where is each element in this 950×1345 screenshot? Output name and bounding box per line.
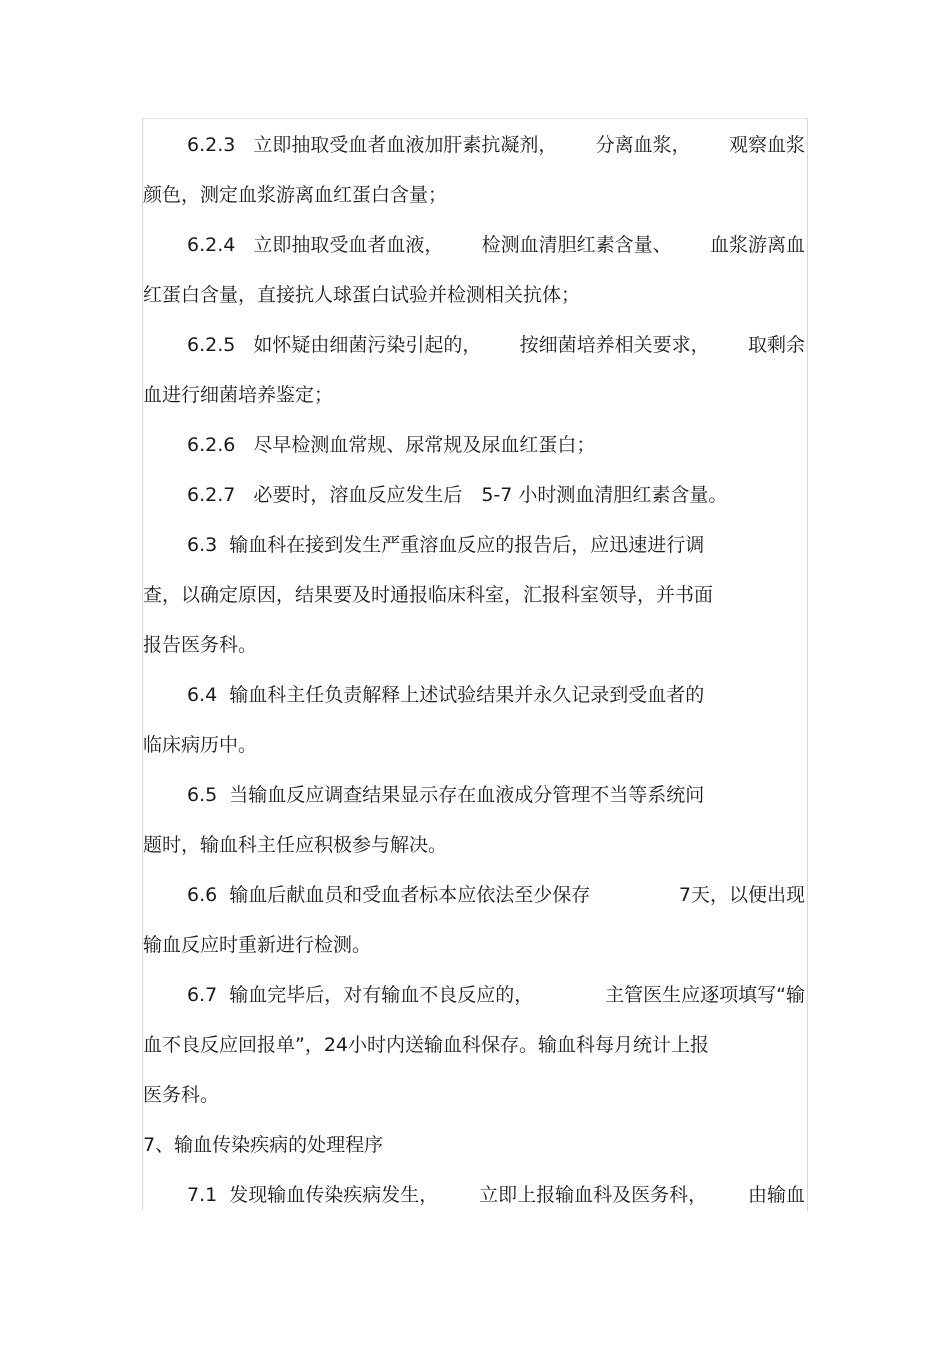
section-heading [143,1120,805,1170]
line-text: 当输血反应调查结果显示存在血液成分管理不当等系统问 [229,784,705,806]
line-text: 必要时，溶血反应发生后 5-7 小时测血清胆红素含量。 [253,484,728,506]
section-number: 6.2.4 [187,234,236,256]
line-text: 血不良反应回报单”，24小时内送输血科保存。输血科每月统计上报 [143,1034,710,1056]
paragraph-line [143,670,805,720]
section-number: 6.2.7 [187,484,236,506]
line-text: 取剩余 [747,334,805,356]
line-text: 输血反应时重新进行检测。 [143,934,372,956]
line-text: 如怀疑由细菌污染引起的， [253,334,482,356]
line-text: 报告医务科。 [143,634,258,656]
line-text: 主管医生应逐项填写“输 [605,984,805,1006]
line-text: 颜色，测定血浆游离血红蛋白含量； [143,184,448,206]
line-text: 医务科。 [143,1084,220,1106]
paragraph-line [143,220,805,270]
section-number: 7.1 [187,1184,218,1206]
line-text: 临床病历中。 [143,734,258,756]
line-text: 按细菌培养相关要求， [519,334,710,356]
line-text: 观察血浆 [728,134,805,156]
line-text: 发现输血传染疾病发生， [229,1184,439,1206]
paragraph-line [143,370,805,420]
heading-text: 7、输血传染疾病的处理程序 [143,1134,384,1156]
paragraph-line [143,570,805,620]
line-text: 输血后献血员和受血者标本应依法至少保存 [229,884,591,906]
line-text: 由输血 [747,1184,805,1206]
line-text: 题时，输血科主任应积极参与解决。 [143,834,448,856]
paragraph-line [143,1070,805,1120]
paragraph-line [143,120,805,170]
line-text: 尽早检测血常规、尿常规及尿血红蛋白； [253,434,596,456]
line-text: 输血科主任负责解释上述试验结果并永久记录到受血者的 [229,684,705,706]
section-number: 6.2.3 [187,134,236,156]
line-text: 血进行细菌培养鉴定； [143,384,334,406]
paragraph-line [143,920,805,970]
section-number: 6.7 [187,984,218,1006]
paragraph-line [143,320,805,370]
line-text: 检测血清胆红素含量、 [481,234,672,256]
paragraph-line [143,170,805,220]
line-text: 血浆游离血 [709,234,805,256]
line-text: 立即抽取受血者血液加肝素抗凝剂， [253,134,558,156]
section-number: 6.2.5 [187,334,236,356]
line-text: 立即抽取受血者血液， [253,234,444,256]
section-number: 6.4 [187,684,218,706]
paragraph-line [143,720,805,770]
paragraph-line [143,620,805,670]
line-text: 输血科在接到发生严重溶血反应的报告后，应迅速进行调 [229,534,705,556]
line-text: 分离血浆， [595,134,691,156]
line-text: 7天，以便出现 [678,884,805,906]
document-body [143,120,805,1220]
line-text: 查，以确定原因，结果要及时通报临床科室，汇报科室领导，并书面 [143,584,714,606]
line-text: 立即上报输血科及医务科， [479,1184,708,1206]
section-number: 6.6 [187,884,218,906]
paragraph-line [143,420,805,470]
section-number: 6.2.6 [187,434,236,456]
paragraph-line [143,270,805,320]
line-text: 输血完毕后，对有输血不良反应的， [229,984,534,1006]
line-text: 红蛋白含量，直接抗人球蛋白试验并检测相关抗体； [143,284,581,306]
paragraph-line [143,470,805,520]
section-number: 6.5 [187,784,218,806]
paragraph-line [143,870,805,920]
paragraph-line [143,520,805,570]
paragraph-line [143,770,805,820]
paragraph-line [143,970,805,1020]
section-number: 6.3 [187,534,218,556]
paragraph-line [143,820,805,870]
paragraph-line [143,1020,805,1070]
paragraph-line [143,1170,805,1220]
